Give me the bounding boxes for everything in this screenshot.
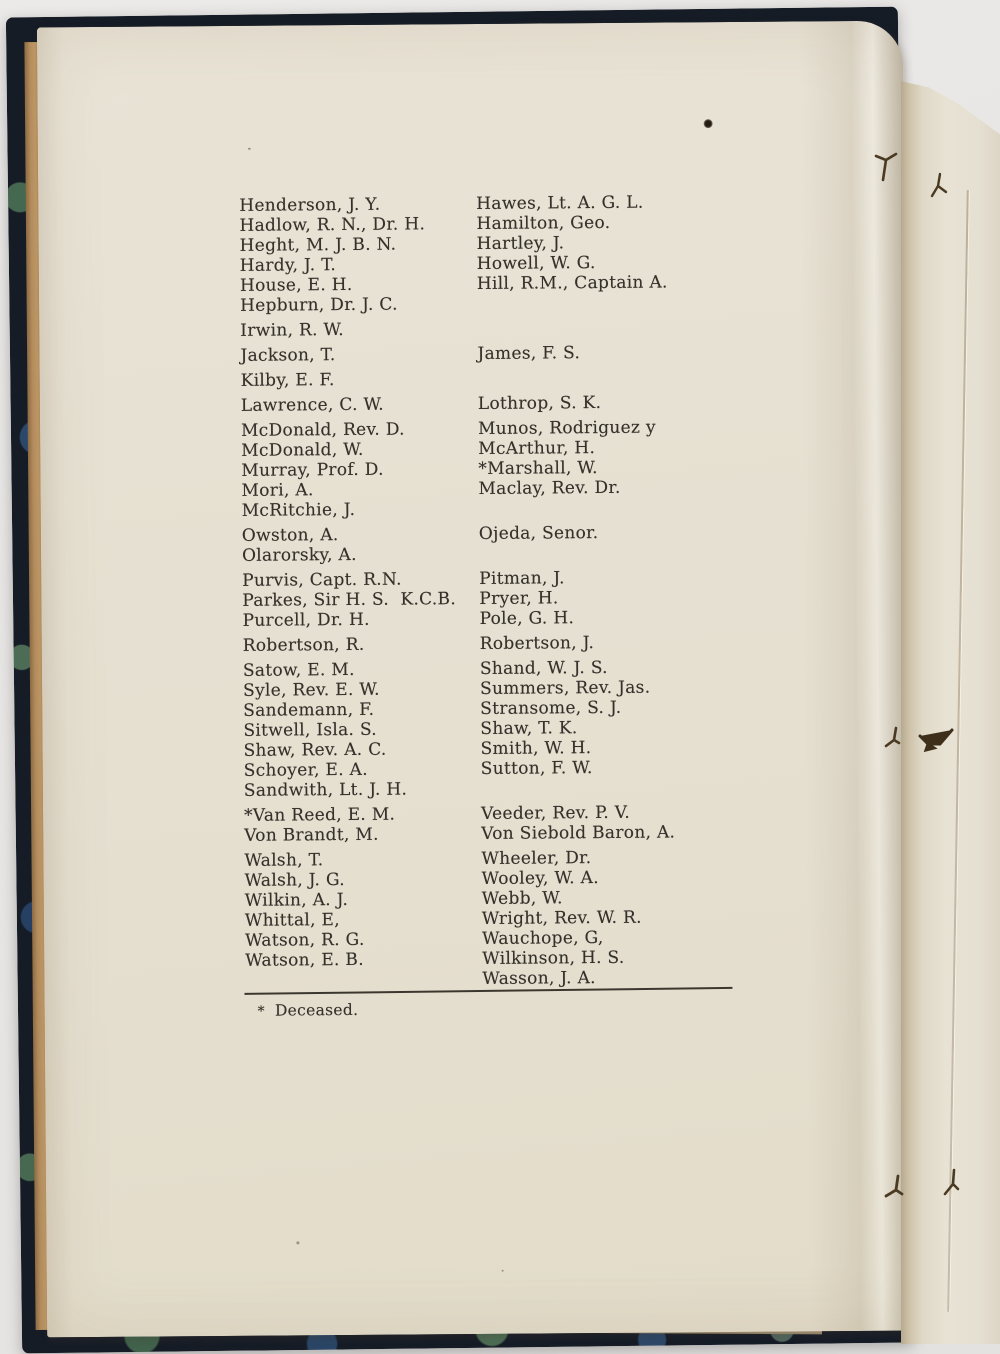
column-right — [480, 657, 784, 799]
letter-group-S — [243, 657, 784, 801]
column-left — [242, 524, 479, 566]
person-name: Hepburn, Dr. J. C. — [239, 294, 398, 316]
person-name: Stransome, S. J. — [480, 697, 622, 719]
person-name: Wheeler, Dr. — [481, 848, 592, 869]
person-name: Sitwell, Isla. S. — [243, 719, 378, 741]
column-right — [479, 567, 782, 629]
person-name: Wright, Rev. W. R. — [481, 907, 642, 929]
person-name: Maclay, Rev. Dr. — [478, 477, 621, 499]
person-name: Hill, R.M., Captain A. — [476, 272, 668, 294]
person-name: Ojeda, Senor. — [478, 523, 599, 544]
letter-group-M — [241, 417, 782, 521]
person-name: James, F. S. — [477, 343, 581, 364]
asterisk-symbol: * — [257, 1003, 265, 1020]
tear-mark — [880, 1170, 910, 1212]
person-name: Veeder, Rev. P. V. — [480, 802, 631, 824]
column-right — [479, 522, 782, 564]
column-left — [243, 659, 481, 801]
person-name: Wauchope, G, — [481, 927, 604, 949]
letter-group-O — [242, 522, 782, 566]
column-left — [241, 394, 478, 416]
column-left — [241, 419, 479, 521]
person-name: Murray, Prof. D. — [241, 459, 384, 481]
column-left — [242, 569, 479, 631]
person-name: Howell, W. G. — [476, 253, 596, 274]
person-name: Henderson, J. Y. — [239, 194, 381, 216]
person-name: Hamilton, Geo. — [476, 212, 611, 234]
letter-group-P — [242, 567, 782, 631]
person-name: McDonald, W. — [241, 439, 364, 461]
tear-mark — [940, 1164, 966, 1208]
person-name: Kilby, E. F. — [240, 370, 335, 391]
name-list — [239, 192, 785, 996]
letter-group-K — [241, 367, 781, 391]
person-name: Schoyer, E. A. — [243, 759, 368, 781]
tear-mark — [870, 148, 904, 188]
person-name: Webb, W. — [481, 888, 563, 909]
person-name: Munos, Rodriguez y — [477, 417, 656, 439]
person-name: Lothrop, S. K. — [477, 392, 602, 414]
person-name: Irwin, R. W. — [240, 320, 345, 341]
tear-mark — [928, 170, 954, 204]
person-name: Hartley, J. — [476, 233, 565, 254]
person-name: Walsh, J. G. — [244, 870, 345, 891]
letter-group-V — [244, 802, 784, 846]
person-name: Pitman, J. — [479, 568, 565, 589]
person-name: Walsh, T. — [244, 850, 324, 871]
column-right — [481, 847, 785, 989]
person-name: Watson, E. B. — [245, 949, 364, 971]
person-name: Hadlow, R. N., Dr. H. — [239, 214, 426, 236]
person-name: Hardy, J. T. — [239, 255, 337, 276]
ink-spot — [704, 119, 713, 128]
person-name: Sandwith, Lt. J. H. — [243, 779, 408, 801]
paper-speck — [248, 148, 251, 150]
person-name: Satow, E. M. — [242, 659, 355, 681]
column-right — [480, 632, 783, 654]
column-right — [481, 802, 784, 844]
letter-group-W — [244, 847, 785, 991]
person-name: Parkes, Sir H. S. K.C.B. — [242, 589, 457, 611]
person-name: Pole, G. H. — [479, 608, 575, 629]
paper-speck — [296, 1241, 299, 1244]
letter-group-L — [241, 392, 781, 416]
person-name: Jackson, T. — [240, 345, 336, 366]
person-name: Wilkin, A. J. — [244, 890, 349, 911]
person-name: Purvis, Capt. R.N. — [242, 569, 402, 591]
person-name: Pryer, H. — [479, 588, 559, 609]
person-name: Sutton, F. W. — [480, 758, 593, 779]
person-name: Von Siebold Baron, A. — [481, 822, 676, 844]
person-name: Shaw, Rev. A. C. — [243, 739, 387, 761]
person-name: Watson, R. G. — [244, 929, 365, 951]
person-name: Robertson, R. — [242, 634, 365, 656]
person-name: McDonald, Rev. D. — [240, 419, 405, 441]
column-left — [241, 369, 478, 391]
column-left — [240, 344, 477, 366]
person-name: Summers, Rev. Jas. — [479, 677, 651, 699]
column-left — [244, 804, 481, 846]
person-name: *Van Reed, E. M. — [243, 804, 396, 826]
person-name: Wilkinson, H. S. — [482, 947, 625, 969]
book-page — [37, 21, 913, 1338]
person-name: *Marshall, W. — [478, 458, 598, 479]
person-name: Lawrence, C. W. — [240, 394, 385, 416]
column-left — [244, 849, 482, 991]
person-name: Whittal, E, — [244, 910, 340, 931]
column-left — [240, 319, 477, 341]
person-name: Smith, W. H. — [480, 738, 592, 759]
person-name: Owston, A. — [241, 525, 339, 546]
person-name: Shand, W. J. S. — [479, 657, 608, 679]
paper-speck — [502, 1270, 504, 1272]
person-name: Robertson, J. — [479, 633, 595, 654]
tear-mark — [882, 722, 908, 754]
letter-group-I — [240, 317, 780, 341]
person-name: Hawes, Lt. A. G. L. — [476, 192, 644, 214]
column-right — [477, 342, 780, 364]
person-name: Von Brandt, M. — [244, 824, 379, 846]
person-name: Olarorsky, A. — [241, 544, 357, 566]
person-name: Sandemann, F. — [243, 699, 375, 721]
letter-group-H — [239, 192, 780, 316]
person-name: Syle, Rev. E. W. — [243, 679, 380, 701]
column-right — [476, 192, 780, 314]
column-right — [478, 392, 781, 414]
person-name: McRitchie, J. — [241, 499, 356, 521]
letter-group-R — [243, 632, 783, 656]
person-name: Heght, M. J. B. N. — [239, 234, 397, 256]
person-name: Shaw, T. K. — [480, 718, 578, 739]
person-name: Mori, A. — [241, 480, 314, 501]
tear-mark — [912, 722, 958, 758]
person-name: Wooley, W. A. — [481, 868, 599, 889]
column-right — [478, 367, 781, 389]
footnote-text: Deceased. — [274, 1000, 359, 1020]
column-left — [243, 634, 480, 656]
footnote — [258, 1001, 359, 1020]
column-left — [239, 194, 477, 316]
person-name: House, E. H. — [239, 274, 353, 296]
column-right — [477, 317, 780, 339]
person-name: Purcell, Dr. H. — [242, 609, 370, 631]
person-name: McArthur, H. — [478, 438, 596, 459]
person-name: Wasson, J. A. — [482, 968, 596, 989]
letter-group-J — [240, 342, 780, 366]
column-right — [478, 417, 782, 519]
